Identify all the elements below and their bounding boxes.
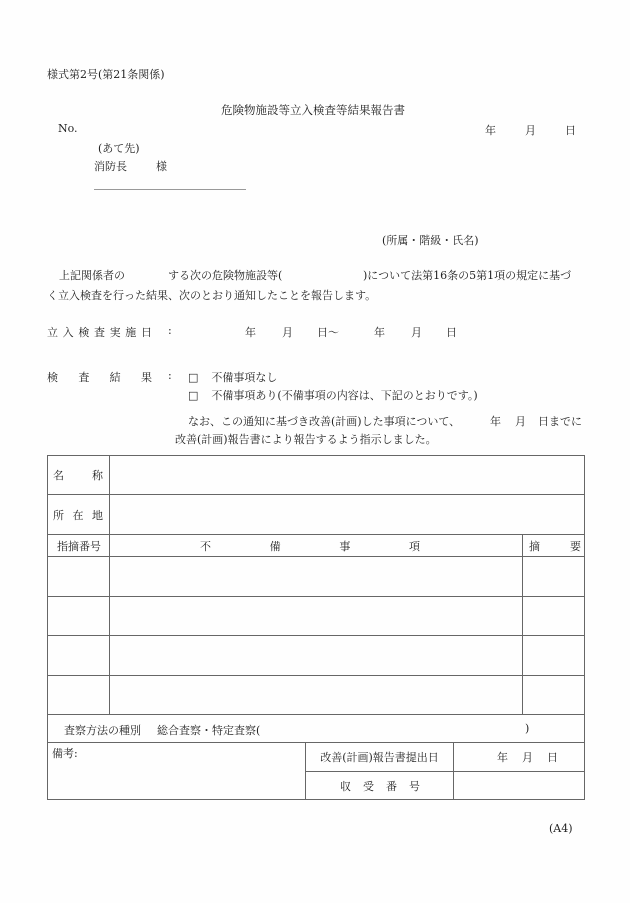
column-header-number: 指摘番号 bbox=[57, 539, 101, 553]
addressee-note: (あて先) bbox=[98, 142, 140, 155]
table-row-number[interactable] bbox=[48, 676, 109, 714]
report-date-field[interactable] bbox=[454, 743, 584, 771]
inspection-start-year: 年 bbox=[245, 326, 256, 339]
report-year: 年 bbox=[497, 751, 508, 764]
location-label: 所 在 地 bbox=[53, 508, 103, 522]
table-row-number[interactable] bbox=[48, 597, 109, 635]
body-line1-b: する次の危険物施設等( bbox=[168, 269, 283, 282]
table-row-defect[interactable] bbox=[110, 636, 522, 675]
inspection-method-close: ) bbox=[525, 722, 530, 735]
table-row-summary[interactable] bbox=[523, 597, 584, 635]
note-year: 年 bbox=[490, 415, 501, 428]
report-date-label: 改善(計画)報告書提出日 bbox=[320, 751, 439, 764]
table-row-defect[interactable] bbox=[110, 557, 522, 596]
inspection-date-label: 立 入 検 査 実 施 日 bbox=[47, 326, 152, 339]
recipient bbox=[94, 158, 167, 174]
note-line2: 改善(計画)報告書により報告するよう指示しました。 bbox=[175, 433, 437, 446]
note-month: 月 bbox=[515, 415, 526, 428]
receipt-number-field[interactable] bbox=[454, 772, 584, 799]
option-label: 不備事項あり(不備事項の内容は、下記のとおりです。) bbox=[211, 389, 478, 402]
remarks-field[interactable] bbox=[48, 760, 304, 798]
option-label: 不備事項なし bbox=[211, 371, 278, 384]
inspection-end-day: 日 bbox=[446, 326, 457, 339]
table-row-number[interactable] bbox=[48, 636, 109, 675]
body-line1-a: 上記関係者の bbox=[59, 269, 125, 282]
inspection-start-day: 日〜 bbox=[317, 326, 339, 339]
inspection-result-label: 検 査 結 果 bbox=[47, 371, 152, 384]
issue-month: 月 bbox=[525, 124, 536, 137]
result-option-no-defects[interactable] bbox=[188, 369, 277, 385]
report-month: 月 bbox=[522, 751, 533, 764]
inspection-method-label: 査察方法の種別 bbox=[64, 724, 141, 737]
form-number: 様式第2号(第21条関係) bbox=[47, 68, 165, 81]
name-field[interactable] bbox=[110, 456, 584, 494]
checkbox[interactable]: □ bbox=[188, 389, 199, 402]
table-row-summary[interactable] bbox=[523, 636, 584, 675]
recipient-honorific: 様 bbox=[156, 160, 167, 173]
column-header-defects: 不 備 事 項 bbox=[200, 539, 420, 553]
inspection-result-colon: : bbox=[168, 369, 172, 382]
column-header-summary: 摘 要 bbox=[529, 539, 581, 553]
paper-size-note: (A4) bbox=[549, 822, 573, 835]
table-row-number[interactable] bbox=[48, 557, 109, 596]
recipient-underline bbox=[94, 189, 246, 190]
page-title: 危険物施設等立入検査等結果報告書 bbox=[221, 103, 405, 117]
body-line2: く立入検査を行った結果、次のとおり通知したことを報告します。 bbox=[47, 289, 377, 302]
inspection-date-colon: : bbox=[168, 324, 172, 337]
inspection-end-month: 月 bbox=[411, 326, 422, 339]
sender-note: (所属・階級・氏名) bbox=[382, 234, 479, 247]
table-row-summary[interactable] bbox=[523, 676, 584, 714]
table-row-defect[interactable] bbox=[110, 676, 522, 714]
name-label: 名 称 bbox=[53, 469, 103, 482]
result-option-has-defects[interactable] bbox=[188, 387, 478, 403]
remarks-label: 備考: bbox=[52, 747, 78, 760]
table-row-summary[interactable] bbox=[523, 557, 584, 596]
note-line1-b: 日までに bbox=[538, 415, 582, 428]
note-line1-a: なお、この通知に基づき改善(計画)した事項について、 bbox=[188, 415, 461, 428]
issue-day: 日 bbox=[565, 124, 576, 137]
receipt-number-label: 収 受 番 号 bbox=[340, 779, 420, 793]
issue-year: 年 bbox=[485, 124, 496, 137]
location-field[interactable] bbox=[110, 495, 584, 534]
inspection-end-year: 年 bbox=[374, 326, 385, 339]
body-line1-c: )について法第16条の5第1項の規定に基づ bbox=[363, 269, 572, 282]
checkbox[interactable]: □ bbox=[188, 371, 199, 384]
table-row-defect[interactable] bbox=[110, 597, 522, 635]
recipient-name: 消防長 bbox=[94, 160, 127, 173]
document-number-label: No. bbox=[58, 122, 78, 135]
report-day: 日 bbox=[547, 751, 558, 764]
issue-date bbox=[485, 122, 576, 138]
inspection-method-options: 総合査察・特定査察( bbox=[157, 724, 261, 737]
inspection-start-month: 月 bbox=[282, 326, 293, 339]
